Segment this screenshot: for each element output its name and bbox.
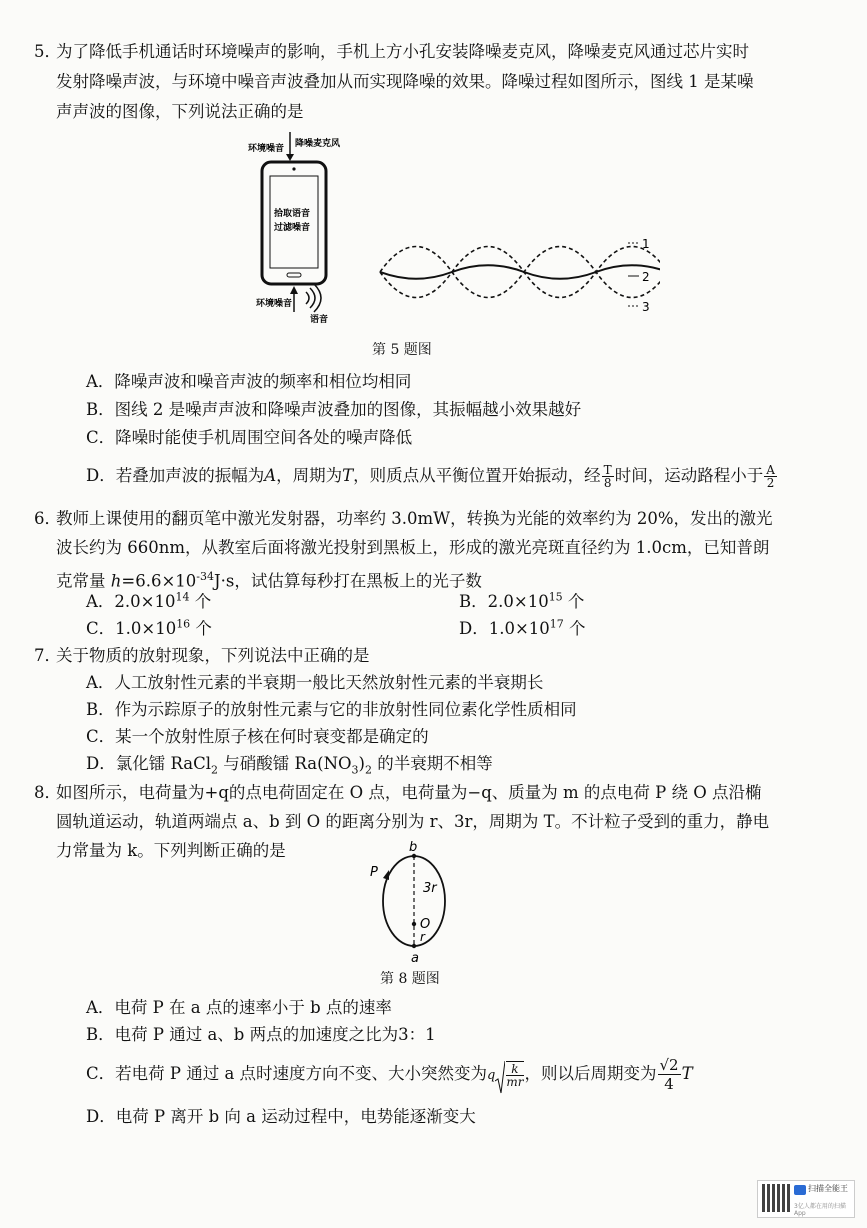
wave-diagram [380,247,660,298]
fig-label-screen-2: 过滤噪音 [274,223,311,233]
curve-label-3: 3 [642,300,650,314]
label-a: a [411,951,419,966]
fraction-sqrt2-over-4: $\frac{√2}{4}$ [659,1056,679,1093]
point-a [412,944,416,948]
question-text: 教师上课使用的翻页笔中激光发射器，功率约 3.0mW，转换为光能的效率约为 20%，发出的激光 [56,509,773,528]
voice-icon [306,284,321,312]
q5-option-a: A．降噪声波和噪音声波的频率和相位均相同 [86,372,412,391]
q7-option-a: A．人工放射性元素的半衰期一般比天然放射性元素的半衰期长 [86,673,544,692]
question-text: 力常量为 k。下列判断正确的是 [56,841,286,860]
fraction-t-over-8: $\frac{T}{8}$ [603,463,612,490]
figure-5 [240,130,660,330]
question-number: 6． [34,509,61,528]
fig-label-env-noise-top: 环境噪音 [248,144,285,154]
question-text: 如图所示，电荷量为+q的点电荷固定在 O 点，电荷量为−q、质量为 m 的点电荷 P 绕 O 点沿椭 [56,783,762,802]
figure-8 [360,838,470,966]
figure-8-caption: 第 8 题图 [380,971,440,987]
q5-option-b: B．图线 2 是噪声声波和降噪声波叠加的图像，其振幅越小效果越好 [86,400,582,419]
figure-5-caption: 第 5 题图 [372,342,432,358]
label-r: r [420,930,425,944]
question-number: 7． [34,646,61,665]
question-text: 发射降噪声波，与环境中噪音声波叠加从而实现降噪的效果。降噪过程如图所示，图线 1 是某噪 [56,72,754,91]
stamp-title: 扫描全能王 [808,1184,848,1193]
qr-code-icon [762,1184,790,1212]
question-text: 圆轨道运动，轨道两端点 a、b 到 O 的距离分别为 r、3r，周期为 T。不计粒子受到的重力，静电 [56,812,770,831]
label-o: O [420,917,431,932]
sqrt-expression: $\frac{k}{mr}$ [495,1061,524,1088]
fig-label-screen-1: 拾取语音 [274,209,311,219]
question-number: 5． [34,42,61,61]
q8-option-a: A．电荷 P 在 a 点的速率小于 b 点的速率 [86,998,392,1017]
q5-option-c: C．降噪时能使手机周围空间各处的噪声降低 [86,428,413,447]
scanner-stamp [757,1180,855,1218]
phone-screen [270,176,318,268]
label-b: b [409,840,418,855]
question-text: 声声波的图像，下列说法正确的是 [56,102,304,121]
label-p: P [370,865,378,880]
curve-3 [380,247,660,298]
fraction-a-over-2: $\frac{A}{2}$ [766,463,775,490]
q6-option-c: C．$1.0\times 10^{16}$ 个 [86,617,212,638]
q6-option-a: A．$2.0\times 10^{14}$ 个 [86,590,212,611]
q8-option-d: D．电荷 P 离开 b 向 a 运动过程中，电势能逐渐变大 [86,1107,476,1126]
stamp-subtitle: 3亿人都在用的扫描App [794,1203,846,1217]
curve-label-2: 2 [642,270,650,284]
curve-1 [380,247,660,298]
fig-label-voice: 语音 [310,315,329,325]
fig-label-mic: 降噪麦克风 [295,139,341,149]
q7-option-b: B．作为示踪原子的放射性元素与它的非放射性同位素化学性质相同 [86,700,577,719]
label-3r: 3r [423,881,437,896]
direction-arrow [383,870,389,880]
q7-option-c: C．某一个放射性原子核在何时衰变都是确定的 [86,727,429,746]
question-number: 8． [34,783,61,802]
q5-option-d: D．若叠加声波的振幅为A，周期为T，则质点从平衡位置开始振动，经 $\frac{T}{8}$ 时间，运动路程小于 $\frac{A}{2}$ [86,463,775,490]
question-text: 为了降低手机通话时环境噪声的影响，手机上方小孔安装降噪麦克风，降噪麦克风通过芯片实时 [56,42,749,61]
question-text: 关于物质的放射现象，下列说法中正确的是 [56,646,370,665]
q7-option-d: D．氯化镭 RaCl$_2$ 与硝酸镭 $Ra(NO_3)_2$ 的半衰期不相等 [86,754,493,777]
question-text: 波长约为 660nm，从教室后面将激光投射到黑板上，形成的激光亮斑直径约为 1.0cm，已知普朗 [56,538,770,557]
q6-option-d: D．$1.0\times 10^{17}$ 个 [459,617,586,638]
app-logo-icon [794,1185,806,1195]
q8-option-b: B．电荷 P 通过 a、b 两点的加速度之比为3：1 [86,1025,436,1044]
curve-label-1: 1 [642,237,650,251]
fig-label-env-noise-bottom: 环境噪音 [256,299,293,309]
q8-option-c: C．若电荷 P 通过 a 点时速度方向不变、大小突然变为q $\frac{k}{mr}$，则以后周期变为 $\frac{√2}{4}$ T [86,1056,693,1093]
point-o [412,922,416,926]
q6-option-b: B．$2.0\times 10^{15}$ 个 [459,590,585,611]
question-text: 克常量 $h=6.6\times 10^{-34}J\cdot s$，试估算每秒打在黑板上的光子数 [56,570,482,591]
phone-camera [292,167,295,170]
